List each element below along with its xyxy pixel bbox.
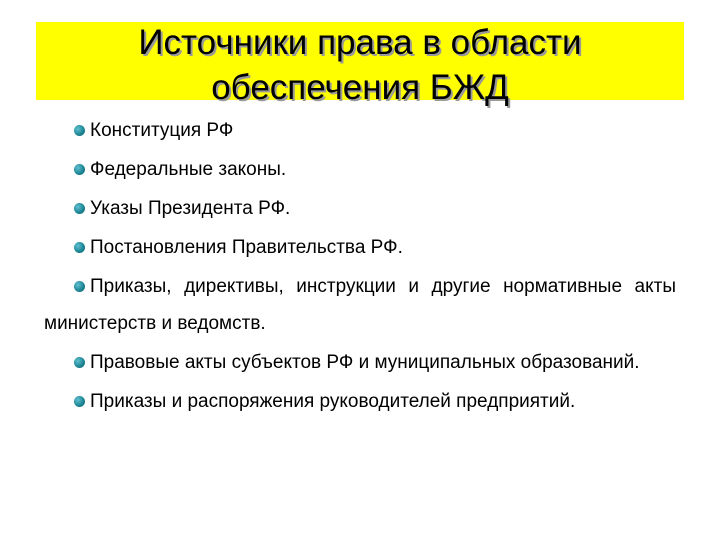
bullet-icon xyxy=(74,164,85,175)
slide-title: Источники права в области обеспечения БЖД xyxy=(138,23,582,107)
bullet-icon xyxy=(74,357,85,368)
bullet-icon xyxy=(74,203,85,214)
bullet-icon xyxy=(74,125,85,136)
list-item-text: Указы Президента РФ. xyxy=(90,198,291,219)
list-item-text: Правовые акты субъектов РФ и муниципальных образований. xyxy=(90,352,640,373)
list-item-text: Постановления Правительства РФ. xyxy=(90,237,403,258)
list-item-text: Федеральные законы. xyxy=(90,159,287,180)
bullet-icon xyxy=(74,396,85,407)
list-item-text: Конституция РФ xyxy=(90,120,234,141)
list-item xyxy=(44,344,676,381)
list-item xyxy=(44,268,676,342)
list-item xyxy=(44,383,676,420)
list-item xyxy=(44,151,676,188)
list-item-text: Приказы и распоряжения руководителей предприятий. xyxy=(90,391,576,412)
bullet-icon xyxy=(74,281,85,292)
list-item xyxy=(44,229,676,266)
list-item xyxy=(44,112,676,149)
list-item-text: Приказы, директивы, инструкции и другие нормативные акты министерств и ведомств. xyxy=(44,276,676,334)
bullet-list xyxy=(44,112,676,422)
bullet-icon xyxy=(74,242,85,253)
list-item xyxy=(44,190,676,227)
